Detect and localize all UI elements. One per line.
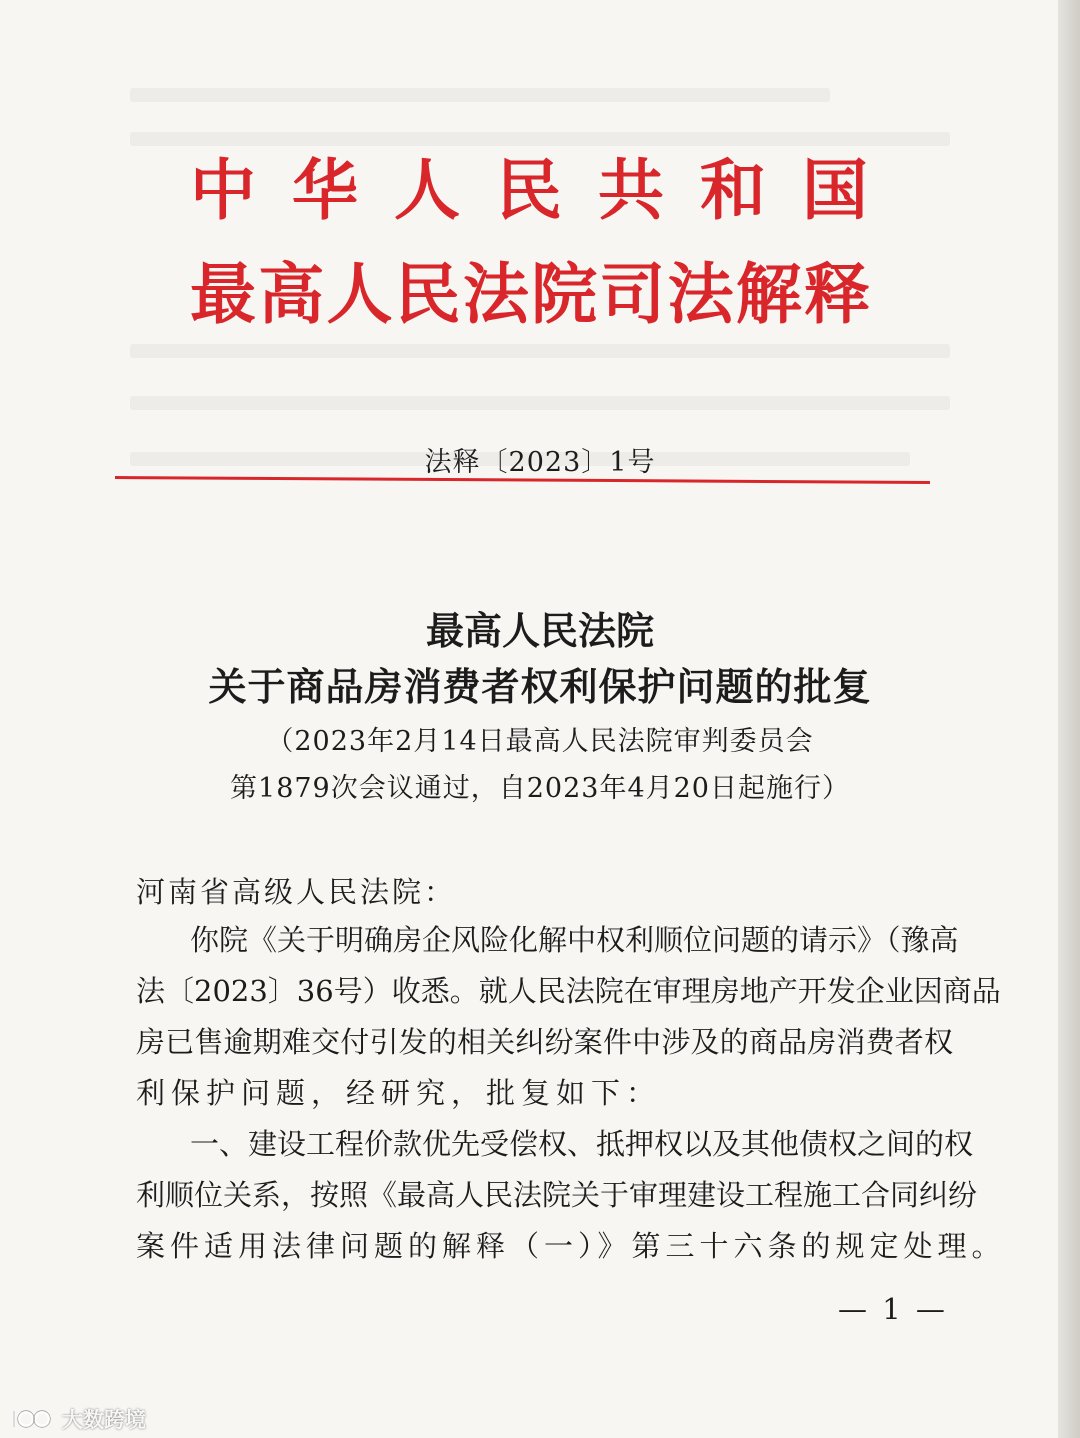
document-subtitle-line1: （2023年2月14日最高人民法院审判委员会	[266, 726, 814, 757]
page-number: — 1 —	[838, 1292, 948, 1326]
document-number: 法释〔2023〕1号	[424, 447, 656, 478]
page-edge-shadow	[1058, 0, 1080, 1438]
bleed-through	[130, 344, 950, 358]
bleed-through	[130, 88, 830, 102]
body-text-line: 一、建设工程价款优先受偿权、抵押权以及其他债权之间的权	[190, 1127, 974, 1161]
body-text-line: 利顺位关系，按照《最高人民法院关于审理建设工程施工合同纠纷	[136, 1178, 978, 1212]
addressee: 河南省高级人民法院：	[136, 875, 457, 909]
header-title-line1: 中华人民共和国	[190, 152, 870, 229]
bleed-through	[130, 132, 950, 146]
document-subtitle-line2: 第1879次会议通过，自2023年4月20日起施行）	[230, 773, 850, 804]
bleed-through	[130, 396, 950, 410]
body-text-line: 利保护问题，经研究，批复如下：	[136, 1076, 662, 1110]
body-text-line: 你院《关于明确房企风险化解中权利顺位问题的请示》（豫高	[190, 923, 959, 957]
body-text-line: 法〔2023〕36号）收悉。就人民法院在审理房地产开发企业因商品	[136, 974, 1001, 1008]
document-title-line2: 关于商品房消费者权利保护问题的批复	[208, 664, 872, 709]
body-text-line: 房已售逾期难交付引发的相关纠纷案件中涉及的商品房消费者权	[136, 1025, 953, 1059]
watermark	[10, 1404, 146, 1434]
watermark-text: 大数跨境	[62, 1408, 146, 1432]
document-title-line1: 最高人民法院	[425, 608, 654, 653]
dashu-logo-icon	[10, 1407, 56, 1431]
body-text-line: 案件适用法律问题的解释（一）》第三十六条的规定处理。	[136, 1229, 1006, 1263]
header-title-line2: 最高人民法院司法解释	[190, 256, 870, 333]
